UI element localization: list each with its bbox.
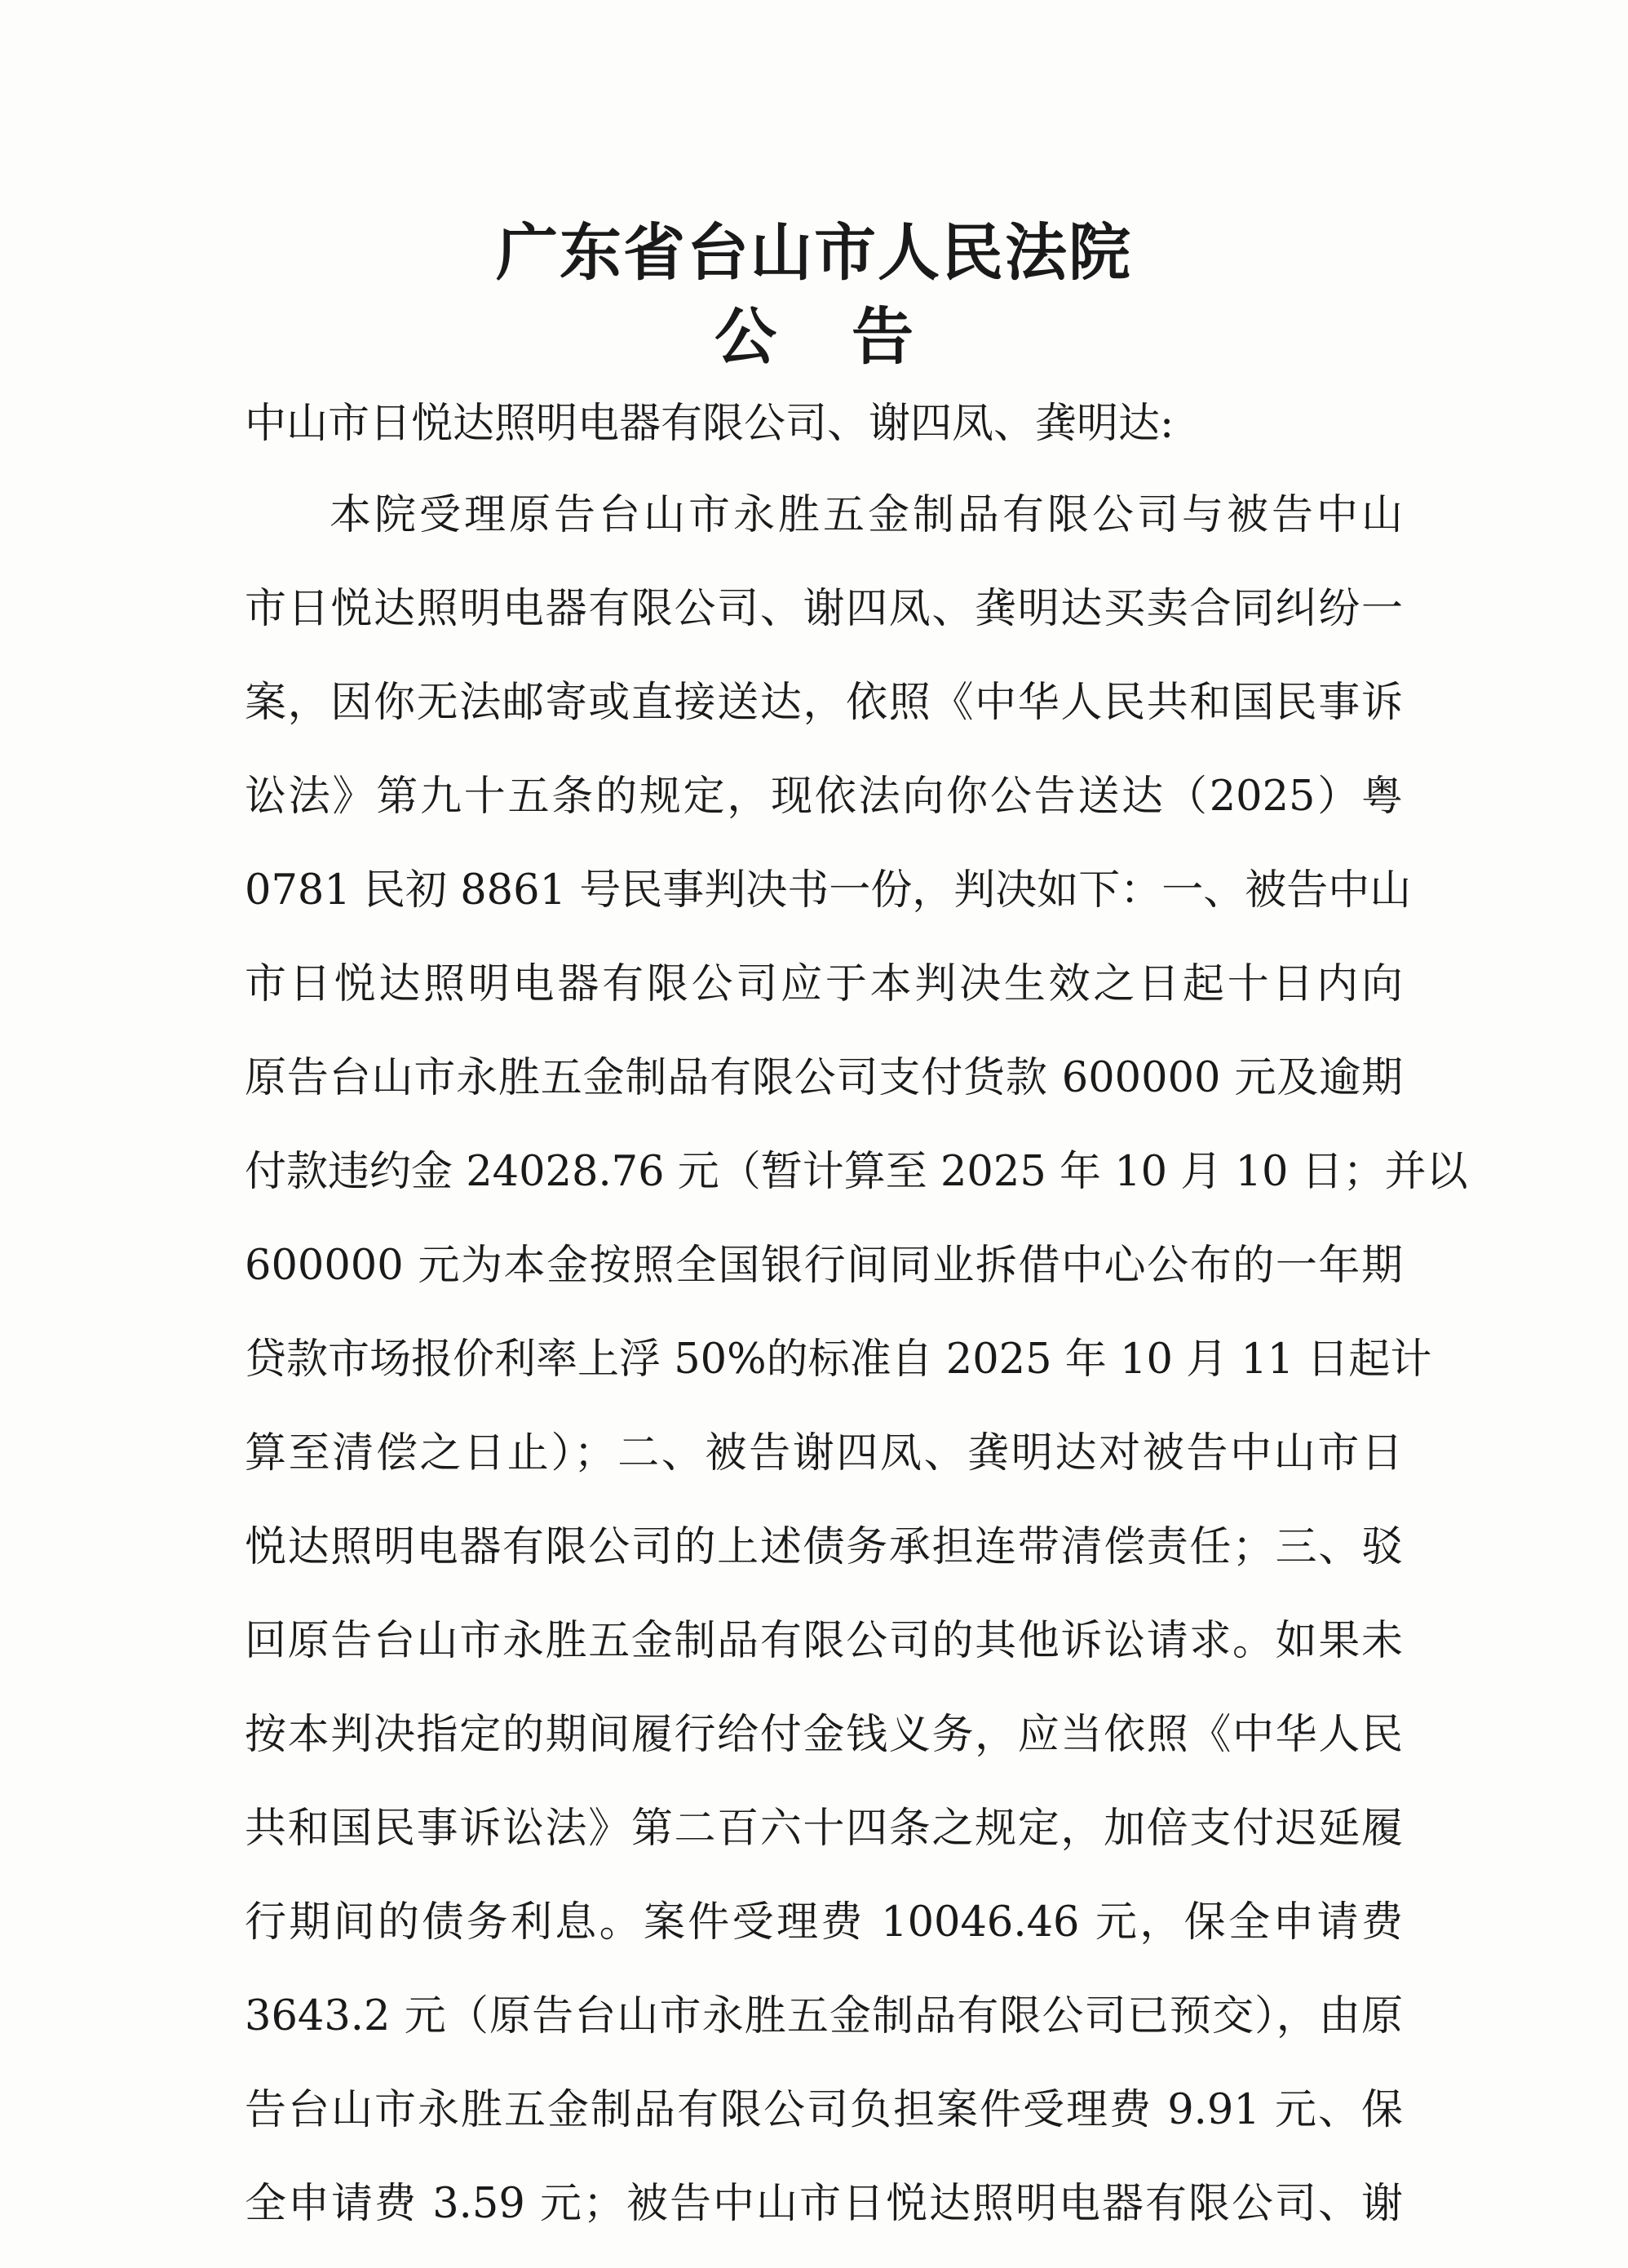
body-line: 600000 元为本金按照全国银行间同业拆借中心公布的一年期 <box>245 1242 1403 1290</box>
body-line: 算至清偿之日止）；二、被告谢四凤、龚明达对被告中山市日 <box>245 1429 1403 1477</box>
body-line: 市日悦达照明电器有限公司、谢四凤、龚明达买卖合同纠纷一 <box>245 585 1403 633</box>
body-line: 共和国民事诉讼法》第二百六十四条之规定，加倍支付迟延履 <box>245 1805 1403 1853</box>
court-name-heading: 广东省台山市人民法院 <box>496 216 1132 289</box>
body-line: 按本判决指定的期间履行给付金钱义务，应当依照《中华人民 <box>245 1711 1403 1759</box>
body-line: 市日悦达照明电器有限公司应于本判决生效之日起十日内向 <box>245 960 1403 1008</box>
body-line: 0781 民初 8861 号民事判决书一份，判决如下：一、被告中山 <box>245 866 1412 915</box>
body-line: 全申请费 3.59 元；被告中山市日悦达照明电器有限公司、谢 <box>245 2180 1403 2228</box>
body-line: 回原告台山市永胜五金制品有限公司的其他诉讼请求。如果未 <box>245 1617 1403 1665</box>
body-line: 行期间的债务利息。案件受理费 10046.46 元，保全申请费 <box>245 1898 1403 1947</box>
body-line: 付款违约金 24028.76 元（暂计算至 2025 年 10 月 10 日；并以 <box>245 1148 1468 1196</box>
body-line: 案，因你无法邮寄或直接送达，依照《中华人民共和国民事诉 <box>245 679 1403 727</box>
body-line: 原告台山市永胜五金制品有限公司支付货款 600000 元及逾期 <box>245 1054 1403 1102</box>
body-line: 贷款市场报价利率上浮 50%的标准自 2025 年 10 月 11 日起计 <box>245 1336 1432 1384</box>
body-line: 本院受理原告台山市永胜五金制品有限公司与被告中山 <box>330 491 1403 539</box>
notice-title-char-2: 告 <box>852 300 914 373</box>
notice-title <box>0 292 1628 382</box>
body-line: 悦达照明电器有限公司的上述债务承担连带清偿责任；三、驳 <box>245 1523 1403 1571</box>
body-line: 讼法》第九十五条的规定，现依法向你公告送达（2025）粤 <box>245 773 1403 821</box>
notice-title-char-1: 公 <box>714 300 776 373</box>
body-line: 3643.2 元（原告台山市永胜五金制品有限公司已预交），由原 <box>245 1992 1403 2040</box>
addressee-line: 中山市日悦达照明电器有限公司、谢四凤、龚明达: <box>245 400 1175 448</box>
body-line: 告台山市永胜五金制品有限公司负担案件受理费 9.91 元、保 <box>245 2086 1403 2134</box>
notice-body <box>245 468 1468 2251</box>
